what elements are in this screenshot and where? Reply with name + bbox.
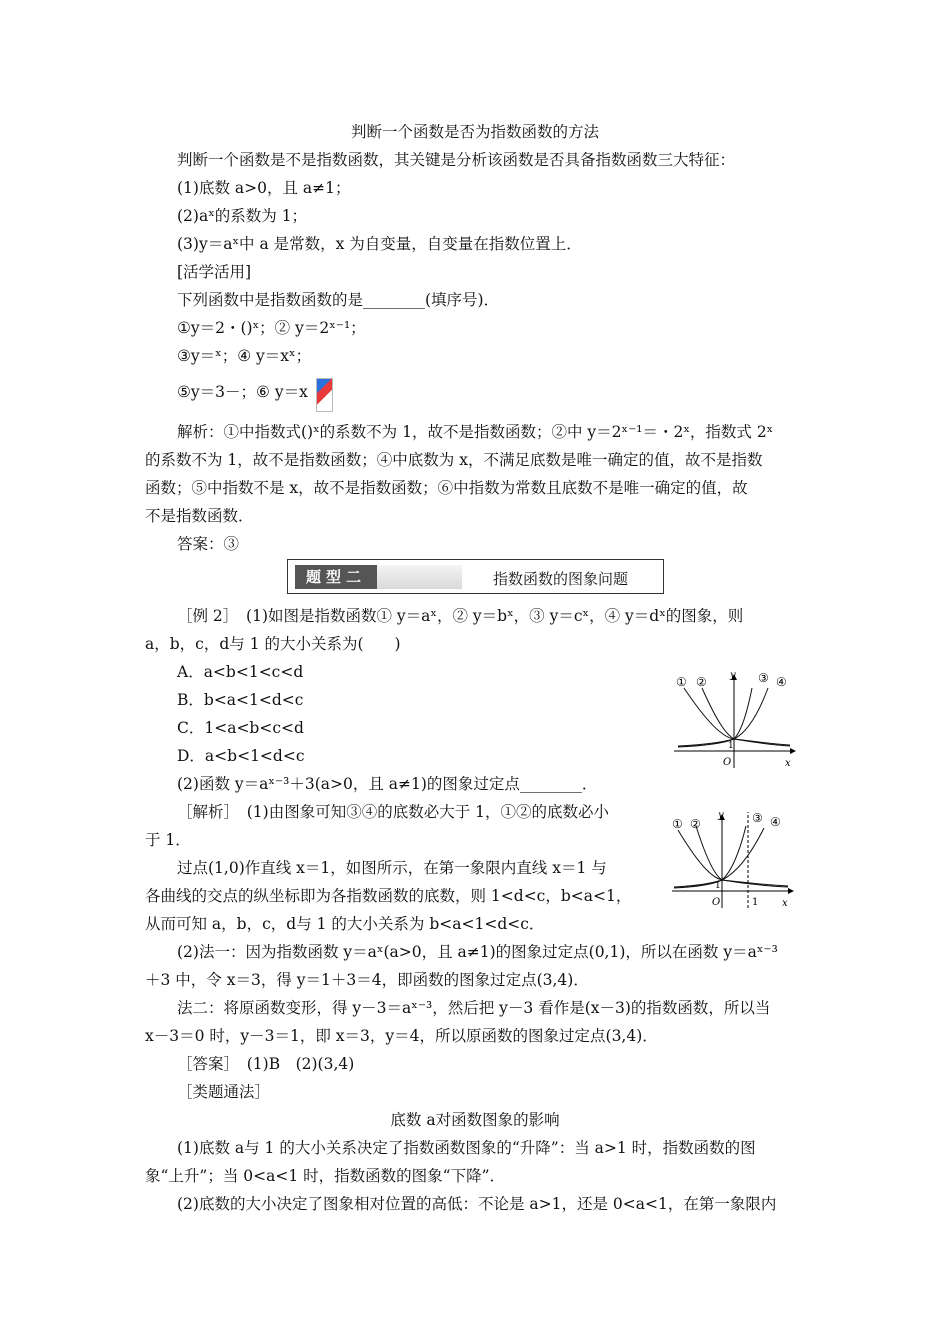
option-d: D．a<b<1<d<c [177, 747, 305, 765]
rule-line: (2)底数的大小决定了图象相对位置的高低：不论是 a>1，还是 0<a<1，在第一象限内 [177, 1195, 777, 1213]
y-axis-label: y [730, 670, 736, 681]
curve-label-1: ① [676, 675, 687, 689]
options-line-3: ⑤y＝3－；⑥ y＝x [177, 383, 308, 401]
origin-label: O [712, 897, 721, 908]
banner-tag-label: 题型二 [295, 565, 377, 589]
solution-line: 的系数不为 1，故不是指数函数；④中底数为 x，不满足底数是唯一确定的值，故不是指数 [145, 451, 763, 469]
curve-1 [678, 830, 788, 886]
curve-2 [696, 826, 788, 887]
curve-1 [684, 688, 790, 745]
rule-line: (1)底数 a与 1 的大小关系决定了指数函数图象的“升降”：当 a>1 时，指数函数的图 [177, 1139, 756, 1157]
embedded-formula-image [316, 378, 333, 412]
example-line: ［例 2］ (1)如图是指数函数① y＝aˣ，② y＝bˣ，③ y＝cˣ，④ y＝dˣ的图象，则 [177, 607, 744, 625]
x-axis-label: x [782, 898, 788, 909]
answer-line: ［答案］ (1)B (2)(3,4) [177, 1055, 355, 1073]
solution-line: 不是指数函数． [145, 507, 254, 525]
x-axis-arrow [788, 888, 794, 894]
solution-line: 解析：①中指数式()ˣ的系数不为 1，故不是指数函数；②中 y＝2ˣ⁻¹＝・2ˣ，指数式 2ˣ [177, 423, 774, 441]
method-1-line: (2)法一：因为指数函数 y＝aˣ(a>0，且 a≠1)的图象过定点(0,1)，所以在函数 y＝aˣ⁻³ [177, 943, 778, 961]
curve-3 [674, 828, 764, 887]
origin-label: O [723, 757, 732, 768]
criterion-1: (1)底数 a>0，且 a≠1； [177, 179, 351, 197]
analysis-line: 从而可知 a，b，c，d与 1 的大小关系为 b<a<1<d<c． [145, 915, 545, 933]
curve-4 [674, 826, 746, 888]
section-banner [287, 559, 664, 594]
example-part-2: (2)函数 y＝aˣ⁻³＋3(a>0，且 a≠1)的图象过定点________． [177, 775, 598, 793]
curve-label-2: ② [696, 675, 707, 689]
curve-label-3: ③ [758, 671, 769, 685]
curve-label-2: ② [690, 817, 701, 831]
paragraph-line: 判断一个函数是不是指数函数，其关键是分析该函数是否具备指数函数三大特征： [177, 151, 736, 169]
criterion-3: (3)y＝aˣ中 a 是常数，x 为自变量，自变量在指数位置上． [177, 235, 582, 253]
example-line: a，b，c，d与 1 的大小关系为( ) [145, 635, 401, 653]
analysis-line: 于 1． [145, 831, 191, 849]
x-one-label: 1 [752, 897, 759, 908]
curve-label-4: ④ [770, 815, 781, 829]
analysis-line: 过点(1,0)作直线 x＝1，如图所示，在第一象限内直线 x＝1 与 [177, 859, 607, 877]
section-heading: 判断一个函数是否为指数函数的方法 [350, 123, 599, 141]
method-1-line: ＋3 中，令 x＝3，得 y＝1＋3＝4，即函数的图象过定点(3,4)． [145, 971, 589, 989]
banner-title: 指数函数的图象问题 [493, 570, 629, 588]
curve-2 [702, 688, 790, 746]
intercept-label: 1 [728, 741, 734, 751]
practice-label: [活学活用] [177, 263, 252, 281]
answer-line: 答案：③ [177, 535, 240, 553]
x-axis-arrow [790, 748, 796, 754]
analysis-line: 各曲线的交点的纵坐标即为各指数函数的底数，则 1<d<c，b<a<1， [145, 887, 632, 905]
method-2-line: 法二：将原函数变形，得 y－3＝aˣ⁻³，然后把 y－3 看作是(x－3)的指数函数，所以当 [177, 999, 771, 1017]
analysis-line: ［解析］ (1)由图象可知③④的底数必大于 1，①②的底数必小 [177, 803, 609, 821]
method-2-line: x－3＝0 时，y－3＝1，即 x＝3，y＝4，所以原函数的图象过定点(3,4)． [145, 1027, 658, 1045]
rule-line: 象“上升”；当 0<a<1 时，指数函数的图象“下降”． [145, 1167, 505, 1185]
criterion-2: (2)aˣ的系数为 1； [177, 207, 308, 225]
banner-tag [295, 565, 462, 589]
options-line-2: ③y＝ˣ；④ y＝xˣ； [177, 347, 312, 365]
curve-3 [678, 688, 768, 746]
x-axis-label: x [785, 758, 791, 769]
subheading: 底数 a对函数图象的影响 [390, 1111, 560, 1129]
curve-label-4: ④ [776, 675, 787, 689]
options-line-1: ①y＝2・()ˣ；② y＝2ˣ⁻¹； [177, 319, 366, 337]
solution-line: 函数；⑤中指数不是 x，故不是指数函数；⑥中指数为常数且底数不是唯一确定的值，故 [145, 479, 748, 497]
question-line: 下列函数中是指数函数的是________(填序号)． [177, 291, 500, 309]
summary-label: ［类题通法］ [177, 1083, 271, 1101]
exponential-graph-2 [670, 808, 795, 910]
exponential-graph-1 [672, 668, 797, 770]
option-c: C．1<a<b<c<d [177, 719, 304, 737]
curve-label-3: ③ [752, 811, 763, 825]
option-a: A．a<b<1<c<d [177, 663, 304, 681]
y-axis-label: y [718, 810, 724, 821]
intercept-label: 1 [715, 881, 721, 891]
curve-label-1: ① [672, 817, 683, 831]
curve-4 [678, 688, 752, 747]
option-b: B．b<a<1<d<c [177, 691, 304, 709]
